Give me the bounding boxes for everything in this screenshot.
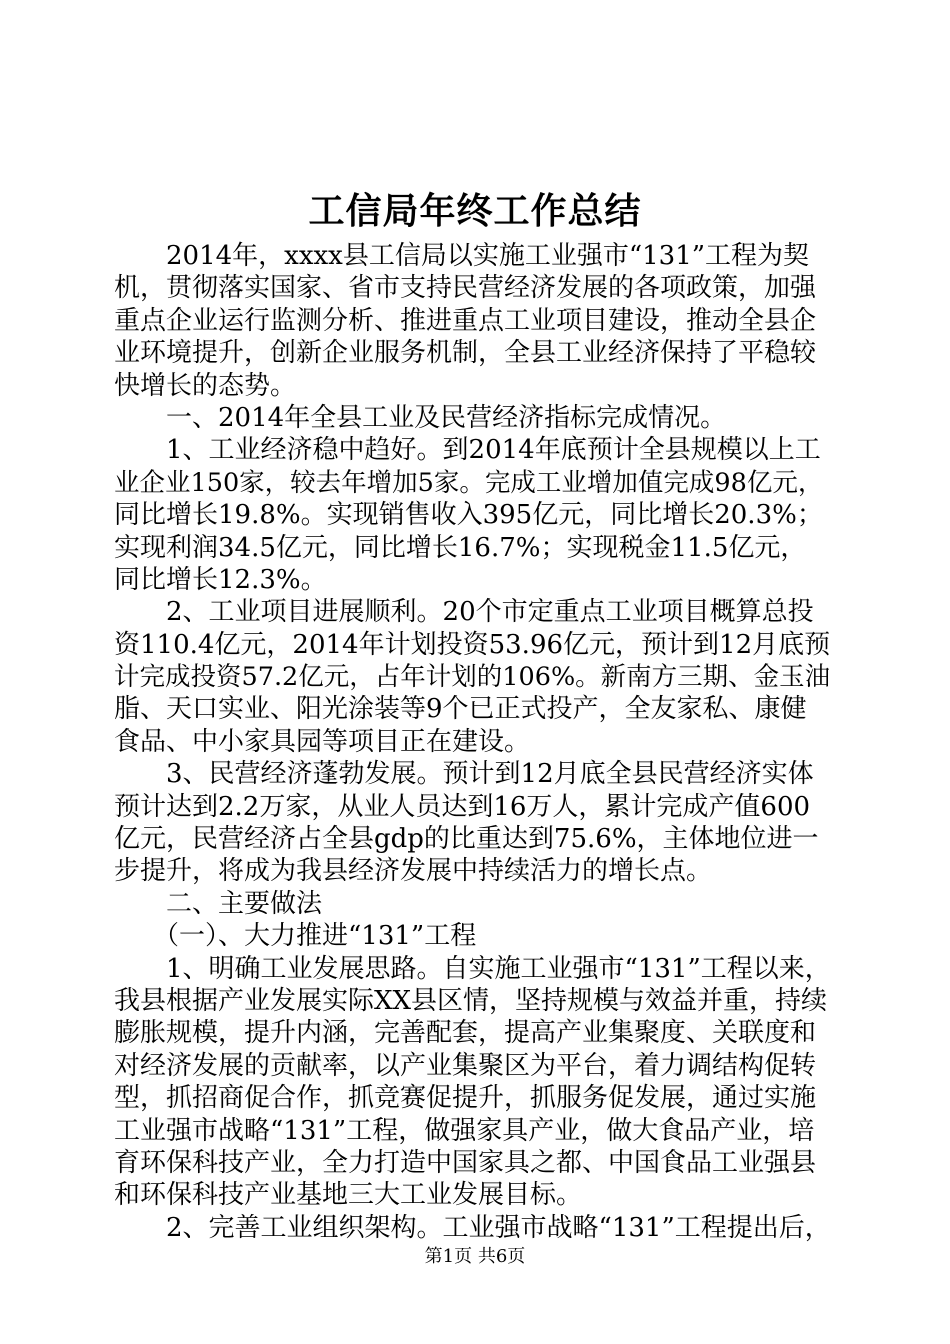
text-line: 同比增长19.8%。实现销售收入395亿元，同比增长20.3%； [114,500,823,531]
text-line: 机，贯彻落实国家、省市支持民营经济发展的各项政策，加强 [114,273,817,304]
page-footer: 第1页 共6页 [424,1246,526,1267]
text-line: 1、工业经济稳中趋好。到2014年底预计全县规模以上工 [114,435,821,466]
text-line: 同比增长12.3%。 [114,564,327,595]
text-line: 2、完善工业组织架构。工业强市战略“131”工程提出后， [114,1212,831,1243]
text-line: 1、明确工业发展思路。自实施工业强市“131”工程以来， [114,953,831,984]
text-line: 食品、中小家具园等项目正在建设。 [114,726,531,757]
text-line: 和环保科技产业基地三大工业发展目标。 [114,1180,583,1211]
text-line: 型，抓招商促合作，抓竞赛促提升，抓服务促发展，通过实施 [114,1083,817,1114]
text-line: 3、民营经济蓬勃发展。预计到12月底全县民营经济实体 [114,759,814,790]
text-line: 计完成投资57.2亿元，占年计划的106%。新南方三期、金玉油 [114,662,831,693]
text-line: 步提升，将成为我县经济发展中持续活力的增长点。 [114,856,713,887]
text-line: 膨胀规模，提升内涵，完善配套，提高产业集聚度、关联度和 [114,1018,817,1049]
text-line: 快增长的态势。 [114,370,297,401]
text-line: 预计达到2.2万家，从业人员达到16万人，累计完成产值600 [114,791,811,822]
text-line: 我县根据产业发展实际XX县区情，坚持规模与效益并重，持续 [114,985,828,1016]
document-title: 工信局年终工作总结 [308,190,642,232]
text-line: 育环保科技产业，全力打造中国家具之都、中国食品工业强县 [114,1147,817,1178]
text-line: 2、工业项目进展顺利。20个市定重点工业项目概算总投 [114,597,814,628]
document-body [114,240,834,1244]
text-line: 二、主要做法 [114,888,323,919]
text-line: 业环境提升，创新企业服务机制，全县工业经济保持了平稳较 [114,338,817,369]
text-line: 亿元，民营经济占全县gdp的比重达到75.6%，主体地位进一 [114,824,819,855]
text-line: 业企业150家，较去年增加5家。完成工业增加值完成98亿元， [114,467,824,498]
text-line: 一、2014年全县工业及民营经济指标完成情况。 [114,402,727,433]
text-line: 重点企业运行监测分析、推进重点工业项目建设，推动全县企 [114,305,817,336]
text-line: 工业强市战略“131”工程，做强家具产业，做大食品产业，培 [114,1115,815,1146]
text-line: 脂、天口实业、阳光涂装等9个已正式投产，全友家私、康健 [114,694,807,725]
text-line: 对经济发展的贡献率，以产业集聚区为平台，着力调结构促转 [114,1050,817,1081]
text-line: 2014年，xxxx县工信局以实施工业强市“131”工程为契 [114,241,810,271]
text-line: 实现利润34.5亿元，同比增长16.7%；实现税金11.5亿元， [114,532,807,563]
text-line: 资110.4亿元，2014年计划投资53.96亿元，预计到12月底预 [114,629,831,660]
text-line: （一）、大力推进“131”工程 [114,921,477,952]
